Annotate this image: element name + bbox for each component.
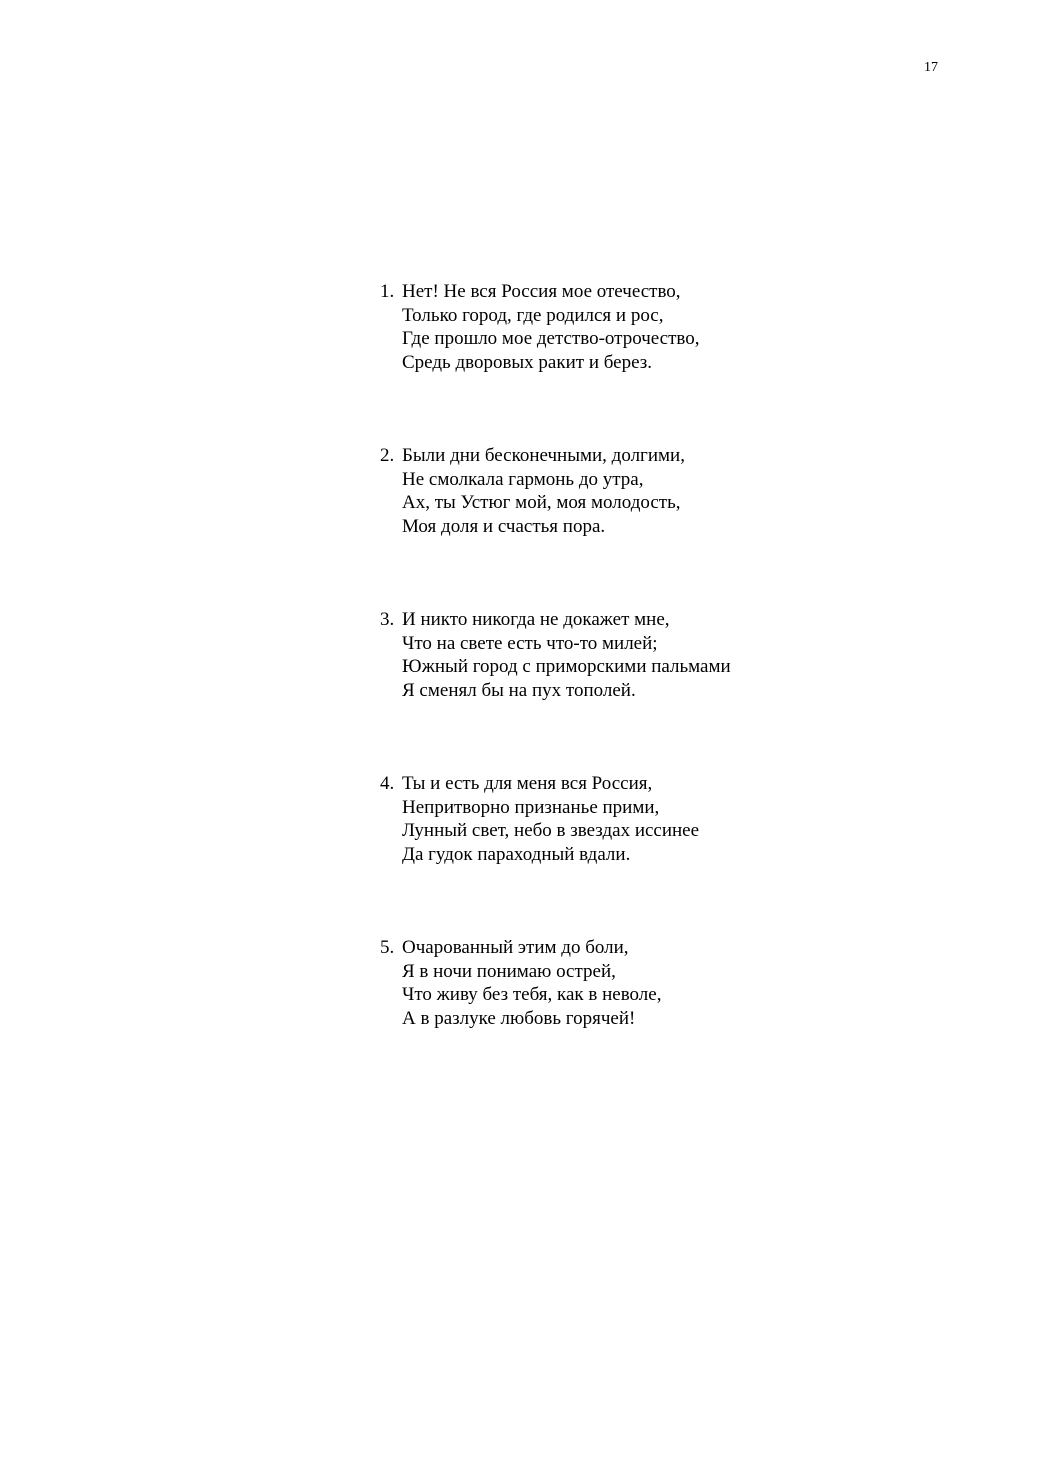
stanza-lines bbox=[402, 772, 699, 866]
poem-line: Нет! Не вся Россия мое отечество, bbox=[402, 281, 681, 302]
poem-line: Моя доля и счастья пора. bbox=[402, 515, 606, 537]
stanza-5 bbox=[380, 936, 940, 1030]
poem-line: Непритворно признанье прими, bbox=[402, 796, 660, 818]
stanza-number: 5. bbox=[380, 937, 395, 958]
stanza-3 bbox=[380, 608, 940, 702]
stanza-lines bbox=[402, 280, 700, 374]
page-number: 17 bbox=[924, 60, 938, 75]
poem-line: Только город, где родился и рос, bbox=[402, 304, 664, 326]
poem-line: Что на свете есть что-то милей; bbox=[402, 632, 658, 654]
stanza-number: 3. bbox=[380, 609, 395, 630]
poem-line: Южный город с приморскими пальмами bbox=[402, 656, 731, 677]
stanza-lines bbox=[402, 936, 661, 1030]
stanza-2 bbox=[380, 444, 940, 538]
poem bbox=[380, 280, 940, 1030]
stanza-lines bbox=[402, 608, 731, 702]
poem-line: Я сменял бы на пух тополей. bbox=[402, 679, 636, 701]
poem-line: Лунный свет, небо в звездах иссинее bbox=[402, 820, 700, 841]
poem-line: Не смолкала гармонь до утра, bbox=[402, 468, 644, 490]
stanza-4 bbox=[380, 772, 940, 866]
poem-line: А в разлуке любовь горячей! bbox=[402, 1007, 636, 1029]
stanza-number: 2. bbox=[380, 445, 395, 466]
poem-line: Что живу без тебя, как в неволе, bbox=[402, 984, 662, 1005]
poem-line: Я в ночи понимаю острей, bbox=[402, 960, 616, 982]
stanza-1 bbox=[380, 280, 940, 374]
poem-line: Были дни бесконечными, долгими, bbox=[402, 445, 685, 466]
stanza-number: 4. bbox=[380, 773, 395, 794]
stanza-number: 1. bbox=[380, 281, 395, 302]
poem-line: Ты и есть для меня вся Россия, bbox=[402, 773, 653, 794]
poem-line: Ах, ты Устюг мой, моя молодость, bbox=[402, 492, 681, 513]
poem-line: И никто никогда не докажет мне, bbox=[402, 609, 670, 630]
poem-line: Очарованный этим до боли, bbox=[402, 937, 629, 958]
poem-line: Да гудок параходный вдали. bbox=[402, 843, 631, 865]
poem-line: Где прошло мое детство-отрочество, bbox=[402, 328, 700, 349]
poem-line: Средь дворовых ракит и берез. bbox=[402, 351, 653, 373]
stanza-lines bbox=[402, 444, 685, 538]
